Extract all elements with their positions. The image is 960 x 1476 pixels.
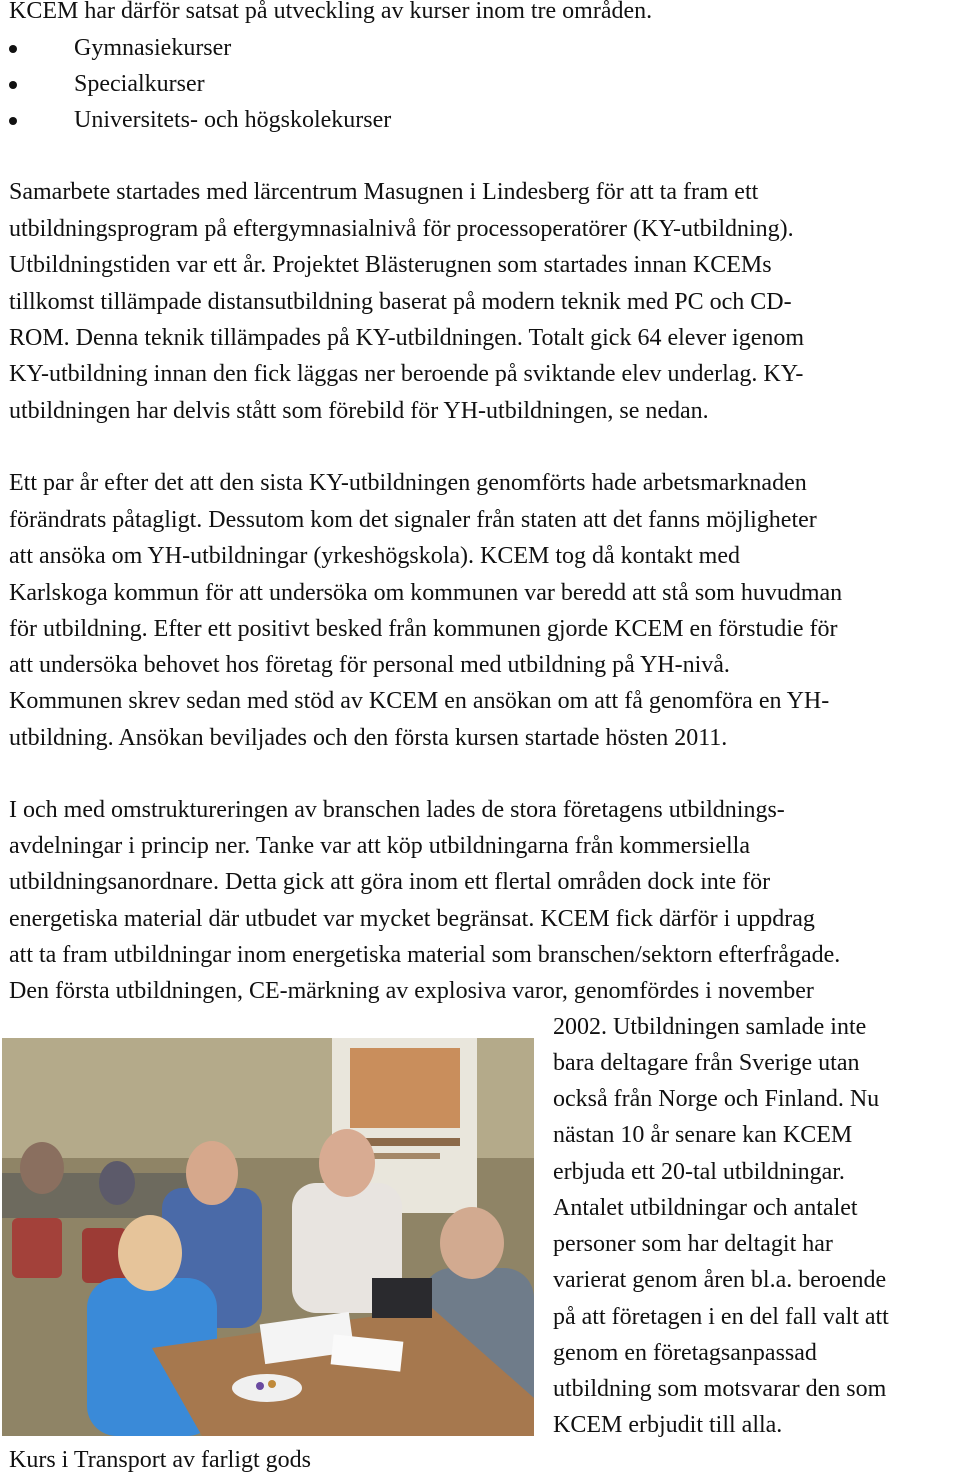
paragraph-line: avdelningar i princip ner. Tanke var att köp utbildningarna från kommersiella <box>9 833 750 859</box>
paragraph-line: utbildningsanordnare. Detta gick att göra inom ett flertal områden dock inte för <box>9 869 771 895</box>
side-text-line: varierat genom åren bl.a. beroende <box>553 1267 887 1293</box>
bullet-icon <box>9 117 17 125</box>
paragraph-line: förändrats påtagligt. Dessutom kom det signaler från staten att det fanns möjligheter <box>9 507 817 533</box>
paragraph-line: utbildning. Ansökan beviljades och den första kursen startade hösten 2011. <box>9 725 728 751</box>
paragraph-line: Utbildningstiden var ett år. Projektet Blästerugnen som startades innan KCEMs <box>9 252 772 278</box>
side-text-line: nästan 10 år senare kan KCEM <box>553 1122 853 1148</box>
list-item: Gymnasiekurser <box>74 35 232 61</box>
paragraph-line: utbildningen har delvis stått som förebild för YH-utbildningen, se nedan. <box>9 398 709 424</box>
side-text-line: 2002. Utbildningen samlade inte <box>553 1014 867 1040</box>
side-text-line: erbjuda ett 20-tal utbildningar. <box>553 1159 845 1185</box>
paragraph-line: att ansöka om YH-utbildningar (yrkeshögskola). KCEM tog då kontakt med <box>9 543 740 569</box>
paragraph-line: energetiska material där utbudet var mycket begränsat. KCEM fick därför i uppdrag <box>9 906 815 932</box>
paragraph-line: tillkomst tillämpade distansutbildning baserat på modern teknik med PC och CD- <box>9 289 792 315</box>
paragraph-line: utbildningsprogram på eftergymnasialnivå för processoperatörer (KY-utbildning). <box>9 216 794 242</box>
list-item: Universitets- och högskolekurser <box>74 107 392 133</box>
side-text-line: utbildning som motsvarar den som <box>553 1376 887 1402</box>
bullet-icon <box>9 81 17 89</box>
paragraph-line: Den första utbildningen, CE-märkning av explosiva varor, genomfördes i november <box>9 978 814 1004</box>
paragraph-line: I och med omstruktureringen av branschen lades de stora företagens utbildnings- <box>9 797 785 823</box>
paragraph-line: Samarbete startades med lärcentrum Masugnen i Lindesberg för att ta fram ett <box>9 179 759 205</box>
paragraph-line: att undersöka behovet hos företag för personal med utbildning på YH-nivå. <box>9 652 730 678</box>
paragraph-line: Kommunen skrev sedan med stöd av KCEM en ansökan om att få genomföra en YH- <box>9 688 830 714</box>
bullet-icon <box>9 45 17 53</box>
paragraph-line: att ta fram utbildningar inom energetiska material som branschen/sektorn efterfrågade. <box>9 942 841 968</box>
photo-caption: Kurs i Transport av farligt gods <box>9 1447 311 1473</box>
paragraph-line: Karlskoga kommun för att undersöka om kommunen var beredd att stå som huvudman <box>9 580 843 606</box>
paragraph-line: ROM. Denna teknik tillämpades på KY-utbildningen. Totalt gick 64 elever igenom <box>9 325 805 351</box>
side-text-line: KCEM erbjudit till alla. <box>553 1412 783 1438</box>
course-photo <box>2 1038 534 1436</box>
paragraph-line: för utbildning. Efter ett positivt besked från kommunen gjorde KCEM en förstudie för <box>9 616 838 642</box>
side-text-line: genom en företagsanpassad <box>553 1340 817 1366</box>
paragraph-line: KY-utbildning innan den fick läggas ner beroende på sviktande elev underlag. KY- <box>9 361 804 387</box>
side-text-line: personer som har deltagit har <box>553 1231 833 1257</box>
side-text-line: också från Norge och Finland. Nu <box>553 1086 880 1112</box>
list-item: Specialkurser <box>74 71 205 97</box>
intro-text: KCEM har därför satsat på utveckling av kurser inom tre områden. <box>9 0 653 24</box>
side-text-line: Antalet utbildningar och antalet <box>553 1195 858 1221</box>
side-text-line: bara deltagare från Sverige utan <box>553 1050 860 1076</box>
paragraph-line: Ett par år efter det att den sista KY-utbildningen genomförts hade arbetsmarknaden <box>9 470 807 496</box>
side-text-line: på att företagen i en del fall valt att <box>553 1304 889 1330</box>
